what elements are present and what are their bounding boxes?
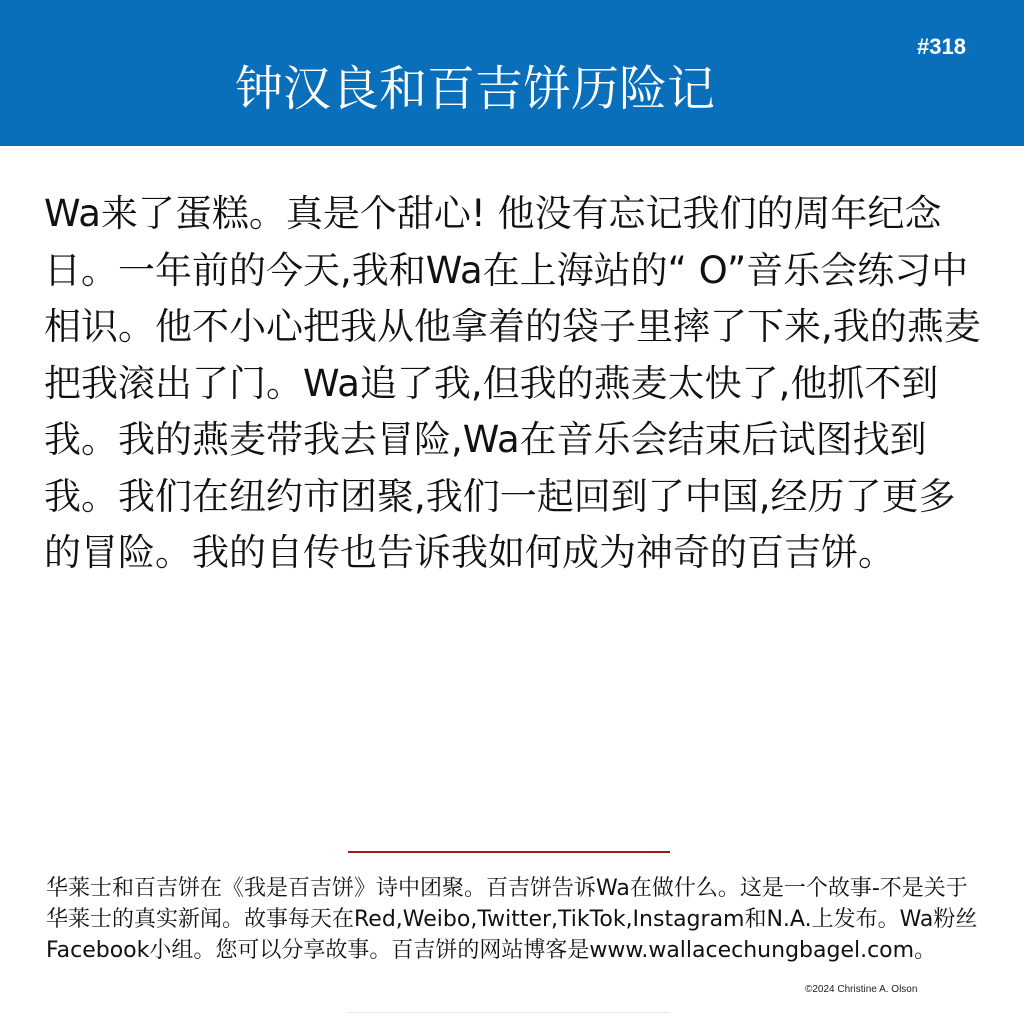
header-banner — [0, 0, 1024, 146]
bottom-divider — [348, 1012, 670, 1013]
copyright-notice: ©2024 Christine A. Olson — [805, 984, 918, 995]
episode-number: #318 — [917, 34, 966, 59]
divider-line — [348, 851, 670, 853]
story-text: Wa来了蛋糕。真是个甜心! 他没有忘记我们的周年纪念日。一年前的今天,我和Wa在上海站的“ O”音乐会练习中相识。他不小心把我从他拿着的袋子里摔了下来,我的燕麦把我滚出了门。Wa追了我,但我的燕麦太快了,他抓不到我。我的燕麦带我去冒险,Wa在音乐会结束后试图找到我。我们在纽约市团聚,我们一起回到了中国,经历了更多的冒险。我的自传也告诉我如何成为神奇的百吉饼。 — [44, 192, 981, 574]
footer-note: 华莱士和百吉饼在《我是百吉饼》诗中团聚。百吉饼告诉Wa在做什么。这是一个故事-不是关于华莱士的真实新闻。故事每天在Red,Weibo,Twitter,TikTok,Instagram和N.A.上发布。Wa粉丝Facebook小组。您可以分享故事。百吉饼的网站博客是www.wallacechungbagel.com。 — [46, 876, 978, 963]
page-title: 钟汉良和百吉饼历险记 — [234, 61, 715, 117]
